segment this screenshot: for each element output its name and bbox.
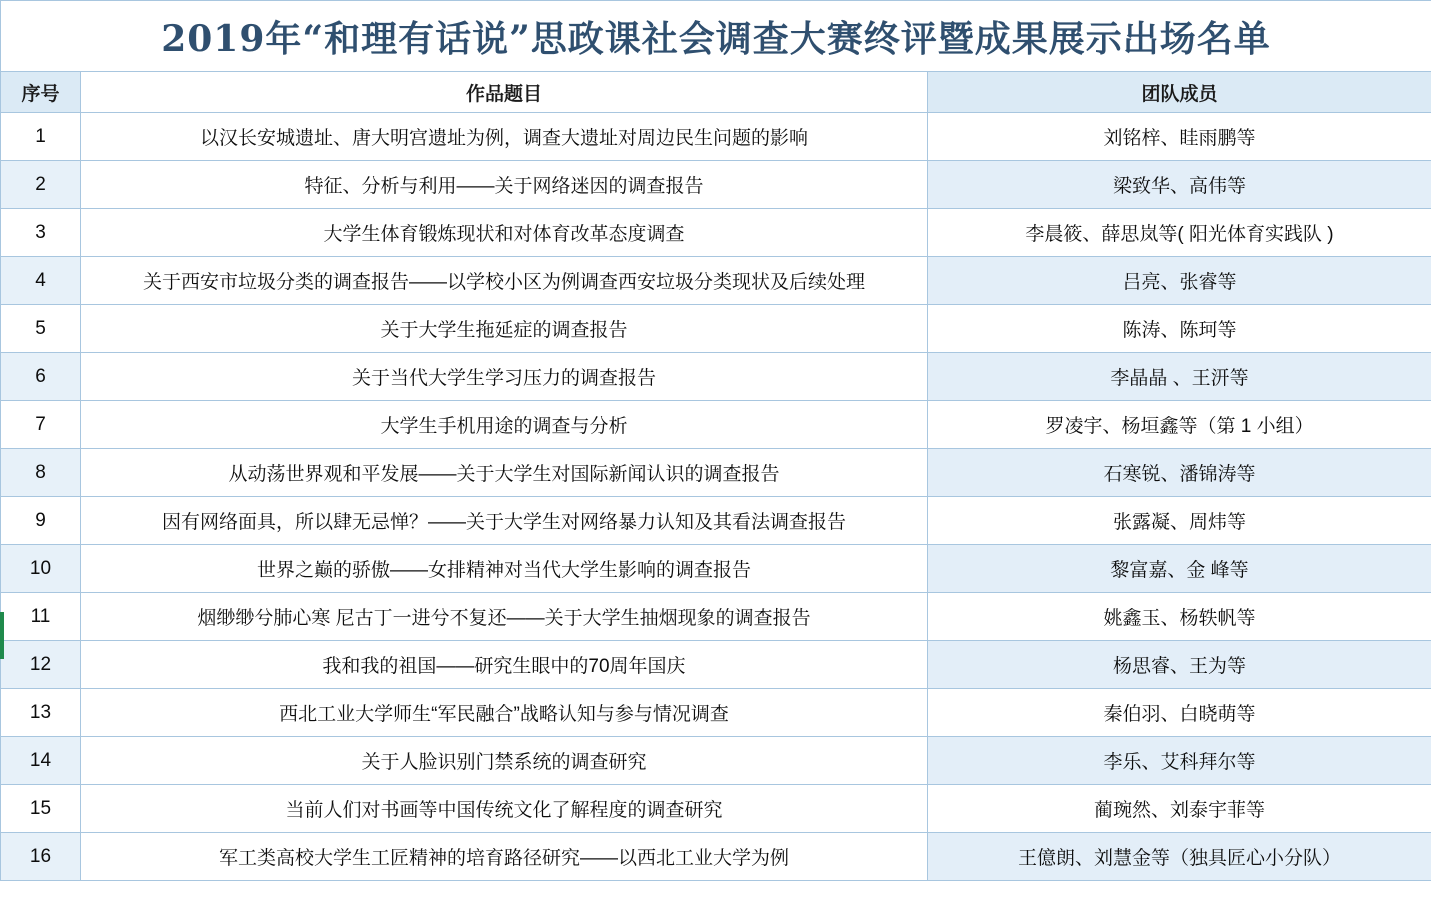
table-row[interactable] — [1, 449, 1431, 497]
cell-index[interactable]: 8 — [1, 449, 81, 497]
cell-index[interactable]: 10 — [1, 545, 81, 593]
cell-members[interactable]: 蔺琬然、刘泰宇菲等 — [928, 785, 1431, 833]
cell-members[interactable]: 石寒锐、潘锦涛等 — [928, 449, 1431, 497]
cell-index[interactable]: 7 — [1, 401, 81, 449]
cell-members[interactable]: 黎富嘉、金 峰等 — [928, 545, 1431, 593]
cell-index[interactable]: 15 — [1, 785, 81, 833]
column-header-title: 作品题目 — [81, 72, 928, 113]
cell-title[interactable]: 特征、分析与利用——关于网络迷因的调查报告 — [81, 161, 928, 209]
cell-members[interactable]: 梁致华、高伟等 — [928, 161, 1431, 209]
cell-members[interactable]: 刘铭梓、眭雨鹏等 — [928, 113, 1431, 161]
cell-title[interactable]: 从动荡世界观和平发展——关于大学生对国际新闻认识的调查报告 — [81, 449, 928, 497]
table-row[interactable] — [1, 401, 1431, 449]
page-title: 2019年“和理有话说”思政课社会调查大赛终评暨成果展示出场名单 — [161, 17, 1271, 60]
table-row[interactable] — [1, 497, 1431, 545]
cell-members[interactable]: 李晶晶 、王汧等 — [928, 353, 1431, 401]
cell-members[interactable]: 王億朗、刘慧金等（独具匠心小分队） — [928, 833, 1431, 881]
table-row[interactable] — [1, 161, 1431, 209]
table-row[interactable] — [1, 113, 1431, 161]
table-row[interactable] — [1, 257, 1431, 305]
cell-index[interactable]: 1 — [1, 113, 81, 161]
cell-index[interactable]: 5 — [1, 305, 81, 353]
cell-index[interactable]: 16 — [1, 833, 81, 881]
cell-members[interactable]: 李晨筱、薛思岚等( 阳光体育实践队 ) — [928, 209, 1431, 257]
cell-index[interactable]: 14 — [1, 737, 81, 785]
cell-title[interactable]: 军工类高校大学生工匠精神的培育路径研究——以西北工业大学为例 — [81, 833, 928, 881]
table-row[interactable] — [1, 593, 1431, 641]
cell-title[interactable]: 大学生手机用途的调查与分析 — [81, 401, 928, 449]
cell-index[interactable]: 13 — [1, 689, 81, 737]
cell-index[interactable]: 6 — [1, 353, 81, 401]
cell-members[interactable]: 姚鑫玉、杨轶帆等 — [928, 593, 1431, 641]
column-header-index: 序号 — [1, 72, 81, 113]
cell-title[interactable]: 因有网络面具，所以肆无忌惮？——关于大学生对网络暴力认知及其看法调查报告 — [81, 497, 928, 545]
column-header-members: 团队成员 — [928, 72, 1431, 113]
cell-title[interactable]: 以汉长安城遗址、唐大明宫遗址为例，调查大遗址对周边民生问题的影响 — [81, 113, 928, 161]
cell-index[interactable]: 2 — [1, 161, 81, 209]
cell-title[interactable]: 西北工业大学师生“军民融合”战略认知与参与情况调查 — [81, 689, 928, 737]
cell-members[interactable]: 杨思睿、王为等 — [928, 641, 1431, 689]
cell-title[interactable]: 当前人们对书画等中国传统文化了解程度的调查研究 — [81, 785, 928, 833]
cell-title[interactable]: 关于当代大学生学习压力的调查报告 — [81, 353, 928, 401]
cell-members[interactable]: 张露凝、周炜等 — [928, 497, 1431, 545]
cell-title[interactable]: 世界之巅的骄傲——女排精神对当代大学生影响的调查报告 — [81, 545, 928, 593]
cell-index[interactable]: 12 — [1, 641, 81, 689]
cell-title[interactable]: 我和我的祖国——研究生眼中的70周年国庆 — [81, 641, 928, 689]
table-body — [1, 1, 1431, 881]
title-row — [1, 1, 1431, 72]
cell-title[interactable]: 关于西安市垃圾分类的调查报告——以学校小区为例调查西安垃圾分类现状及后续处理 — [81, 257, 928, 305]
table-row[interactable] — [1, 833, 1431, 881]
table-row[interactable] — [1, 737, 1431, 785]
cell-index[interactable]: 11 — [1, 593, 81, 641]
cell-members[interactable]: 陈涛、陈珂等 — [928, 305, 1431, 353]
table-header-row — [1, 72, 1431, 113]
active-row-marker — [0, 612, 4, 659]
cell-members[interactable]: 罗凌宇、杨垣鑫等（第 1 小组） — [928, 401, 1431, 449]
cell-index[interactable]: 3 — [1, 209, 81, 257]
cell-members[interactable]: 李乐、艾科拜尔等 — [928, 737, 1431, 785]
cell-title[interactable]: 大学生体育锻炼现状和对体育改革态度调查 — [81, 209, 928, 257]
cell-index[interactable]: 4 — [1, 257, 81, 305]
table-row[interactable] — [1, 785, 1431, 833]
table-row[interactable] — [1, 641, 1431, 689]
table-row[interactable] — [1, 353, 1431, 401]
table-row[interactable] — [1, 689, 1431, 737]
table-row[interactable] — [1, 545, 1431, 593]
document-title-cell — [1, 1, 1431, 72]
cell-members[interactable]: 秦伯羽、白晓萌等 — [928, 689, 1431, 737]
cell-title[interactable]: 烟缈缈兮肺心寒 尼古丁一进兮不复还——关于大学生抽烟现象的调查报告 — [81, 593, 928, 641]
table-row[interactable] — [1, 209, 1431, 257]
cell-title[interactable]: 关于人脸识别门禁系统的调查研究 — [81, 737, 928, 785]
cell-title[interactable]: 关于大学生拖延症的调查报告 — [81, 305, 928, 353]
table-row[interactable] — [1, 305, 1431, 353]
cell-index[interactable]: 9 — [1, 497, 81, 545]
cell-members[interactable]: 吕亮、张睿等 — [928, 257, 1431, 305]
